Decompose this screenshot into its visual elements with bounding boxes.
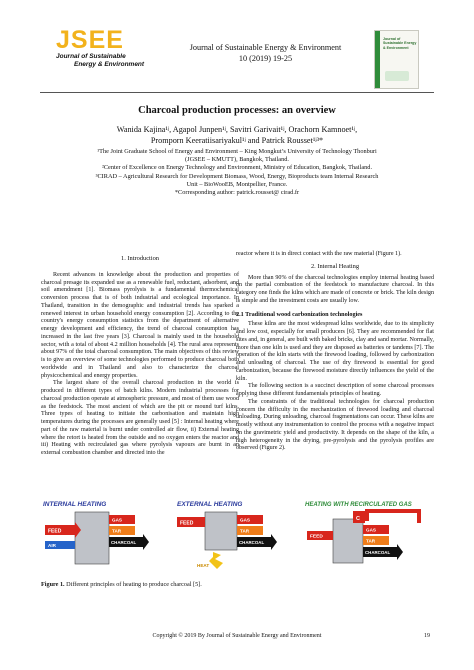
- figure-1-caption: [41, 581, 291, 589]
- intro-continuation: reactor where it is in direct contact with the raw material (Figure 1).: [236, 251, 402, 257]
- panel2-charcoal-arrowhead: [271, 534, 277, 550]
- panel3-recirculation-loop: [367, 511, 419, 523]
- panel1-feed-label: FEED: [48, 528, 62, 535]
- kilns-paragraph: These kilns are the most widespread kilns worldwide, due to its simplicity and low cost, especially for small producers [6]. They are recommended for flat sites and, in general, are built with baked bricks, clay and sand mortar. Normally, more than one kiln is used and they are disposed as batteries or tandems [7]. The operation of the kiln starts with the firewood loading, followed by carbonization and unloading of charcoal. The use of dry firewood is essential for good carbonization, because the firewood moisture directly influences the yield of the kiln.: [236, 321, 434, 382]
- logo-sub-line-2: Energy & Environment: [74, 60, 145, 68]
- panel3-charcoal-arrowhead: [397, 544, 403, 560]
- panel1-gas-label: GAS: [112, 517, 122, 523]
- author-list: [40, 124, 434, 146]
- logo-sub-line-1: Journal of Sustainable: [56, 53, 126, 60]
- panel3-feed-label: FEED: [310, 534, 323, 540]
- cover-band: [375, 31, 380, 88]
- logo-mark: JSEE: [56, 26, 124, 54]
- constraints-paragraph: The constraints of the traditional technologies for charcoal production concern the difficulty in the mechanization of firewood loading and charcoal unloading. During unloading, charcoal fragmentations can occur. These kilns are mostly without any instrumentation to control the process with a negative impact on the gravimetric yield and productivity. It depends on the shape of the kiln, a high heterogeneity in the drying, pre-pyrolysis and the pyrolysis profiles are observed (Figure 2).: [236, 398, 434, 452]
- panel3-title: HEATING WITH RECIRCULATED GAS: [305, 502, 412, 508]
- paper-title: Charcoal production processes: an overview: [138, 105, 336, 116]
- panel-external-heating: [177, 501, 277, 569]
- header-rule: [40, 92, 434, 93]
- panel2-reactor: [205, 512, 237, 550]
- affiliation-3-cont: Unit – BioWooEB, Montpellier, France.: [186, 180, 288, 188]
- affiliation-3: ³CIRAD – Agricultural Research for Development Biomass, Wood, Energy, Bioproducts team Internal Research: [95, 172, 379, 180]
- figure-1-label: Figure 1.: [41, 581, 65, 588]
- logo-subtitle: [56, 53, 156, 68]
- panel2-heat-flame-icon: [209, 552, 223, 569]
- panel1-air-label: AIR: [48, 543, 56, 548]
- panel1-reactor: [75, 512, 109, 564]
- cover-title: Journal of Sustainable Energy & Environment: [383, 37, 417, 50]
- journal-title: Journal of Sustainable Energy & Environment: [189, 43, 342, 52]
- figure-1-caption-text: Different principles of heating to produce charcoal [5].: [66, 581, 202, 588]
- subsection-heading: 2.1 Traditional wood carbonization technologies: [236, 310, 363, 318]
- panel1-charcoal-arrowhead: [143, 534, 149, 550]
- cover-logo: [385, 71, 409, 81]
- corresponding-author[interactable]: *Corresponding author: patrick.rousset@ cirad.fr: [174, 189, 300, 197]
- intro-paragraph-2: The largest share of the overall charcoal production in the world is produced in different types of batch kilns. Modern industrial processes for charcoal production operate at atmospheric pressure, and most of them use wood as the feedstock. The most ancient of which are the pit or mound turf kilns. Three types of heating to initiate the carbonisation and maintain high temperatures during the processes are generally used [5] : Internal heating where part of the raw material is burnt under controlled air flow, ii) External heating where the retort is heated from the outside and no oxygen enters the reactor and iii) Heating with recirculated gas where pyrolysis vapours are burnt in an external combustion chamber and directed into the: [41, 380, 239, 456]
- panel2-title: EXTERNAL HEATING: [177, 501, 243, 508]
- panel3-tar-label: TAR: [366, 538, 376, 544]
- panel2-feed-label: FEED: [180, 520, 194, 527]
- affiliation-2: ²Center of Excellence on Energy Technology and Environment, Ministry of Education, Bangkok, Thailand.: [101, 164, 373, 172]
- panel2-heat-label: HEAT: [197, 563, 210, 568]
- affiliations: [44, 148, 430, 197]
- page-footer: [40, 632, 434, 640]
- panel-recirculated-gas: [305, 502, 419, 563]
- panel1-charcoal-label: CHARCOAL: [111, 540, 137, 545]
- copyright-notice: Copyright © 2019 By Journal of Sustainable Energy and Environment: [152, 633, 322, 639]
- panel2-gas-label: GAS: [240, 517, 250, 523]
- panel2-charcoal-label: CHARCOAL: [239, 540, 265, 545]
- panel1-title: INTERNAL HEATING: [43, 501, 107, 508]
- right-column: [236, 251, 434, 453]
- journal-logo: [56, 28, 156, 78]
- intro-paragraph-1: Recent advances in knowledge about the production and properties of charcoal presage its expanded use as a renewable fuel, reductant, adsorbent, and soil amendment [1]. Biomass pyrolysis is a fundamental thermochemical conversion process that is of both industrial and ecological importance. In Thailand, transition in the demographic and industrial trends has sparked a renewed interest in urban household energy consumption [2]. According to the country's energy consumption statistics from the department of alternative energy development and efficiency, the trend of charcoal consumption has increased in the last five years [3]. Charcoal is mainly used in the household sector, with a total of about 4.2 million households [4]. The rural area represents about 97% of the total charcoal consumption. The main objectives of this review is to give an overview of some technologies performed to produce charcoal both worldwide and in Thailand and also to characterize the charcoal physicochemical and energy properties.: [41, 271, 239, 379]
- panel1-tar-label: TAR: [112, 528, 122, 534]
- journal-cover-image: [374, 30, 419, 89]
- left-column: [41, 251, 239, 458]
- figure-1: [37, 497, 437, 572]
- panel3-gas-label: GAS: [366, 527, 376, 533]
- authors-line-1: Wanida Kajina¹ʲ, Agapol Junpen¹ʲ, Savitri Garivait¹ʲ, Orachorn Kamnoet¹ʲ,: [116, 125, 358, 134]
- panel3-charcoal-label: CHARCOAL: [365, 550, 391, 555]
- journal-volume: 10 (2019) 19-25: [238, 53, 293, 63]
- section-heading-internal-heating: 2. Internal Heating: [310, 262, 360, 270]
- internal-heating-paragraph: More than 90% of the charcoal technologies employ internal heating based on the partial combustion of the feedstock to manufacture charcoal. In this category one finds the kilns which are made of concrete or brick. The kiln design is simple and the investment costs are usually low.: [236, 274, 434, 304]
- panel2-tar-label: TAR: [240, 528, 250, 534]
- panel3-c-label: C: [356, 516, 360, 522]
- heating-principles-diagram: [37, 497, 437, 572]
- following-section-paragraph: The following section is a succinct description of some charcoal processes applying these different fundamentals principles of heating.: [236, 383, 434, 397]
- panel-internal-heating: [43, 501, 149, 564]
- panel3-reactor: [333, 519, 363, 563]
- section-heading-introduction: 1. Introduction: [121, 255, 159, 262]
- authors-line-2: Promporn Keeratiisariyakul¹ʲ and Patrick Rousset¹ʲ³*: [150, 136, 324, 145]
- affiliation-1: ¹The Joint Graduate School of Energy and Environment – King Mongkut’s University of Technology Thonburi: [97, 148, 377, 155]
- page-number: 19: [424, 633, 430, 639]
- affiliation-1-cont: (JGSEE – KMUTT), Bangkok, Thailand.: [185, 156, 289, 164]
- journal-name: [168, 43, 363, 64]
